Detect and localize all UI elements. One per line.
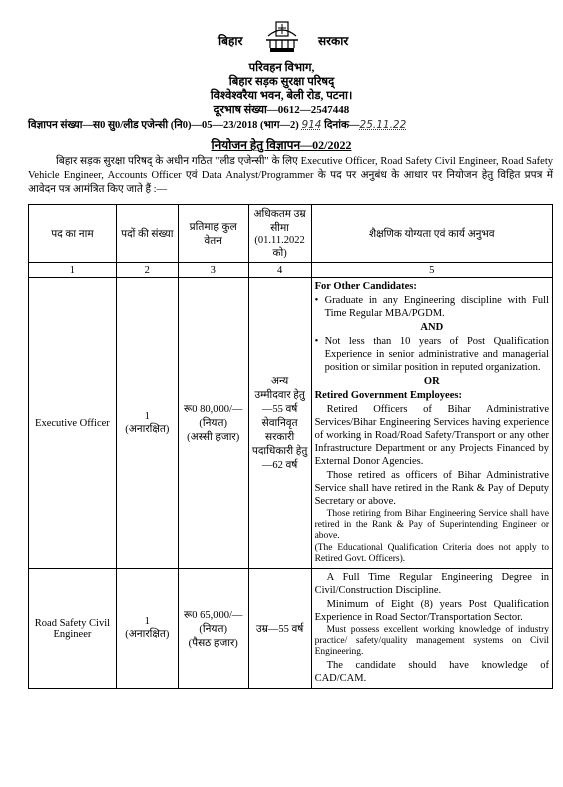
qual-bullet: • Not less than 10 years of Post Qualification Experience in senior administrative and managerial position or similar position in reputed organization. xyxy=(315,335,549,374)
phone-number: दूरभाष संख्या—0612—2547448 xyxy=(213,104,350,116)
post-count xyxy=(116,569,178,689)
post-count-note: (अनारक्षित) xyxy=(125,629,170,640)
adv-number: विज्ञापन संख्या—स0 सु0/लीड एजेन्सी (नि0)—05—23/2018 (भाग—2) xyxy=(28,120,299,131)
table-row xyxy=(29,278,553,569)
date-label: दिनांक— xyxy=(324,120,360,131)
qual-note: (The Educational Qualification Criteria does not apply to Retired Govt. Officers). xyxy=(314,543,549,564)
adv-number-handwritten: 914 xyxy=(301,119,322,131)
advertisement-title: नियोजन हेतु विज्ञापन—02/2022 xyxy=(211,138,352,152)
post-count xyxy=(116,278,178,569)
age-limit: उम्र—55 वर्ष xyxy=(248,569,311,689)
qual-paragraph: A Full Time Regular Engineering Degree in Civil/Construction Discipline. xyxy=(314,572,549,596)
salary-words: (अस्सी हजार) xyxy=(187,432,240,443)
qual-paragraph: The candidate should have knowledge of CAD/CAM. xyxy=(314,660,549,684)
qual-and: AND xyxy=(420,322,444,333)
vacancy-table xyxy=(28,204,553,689)
salary-words: (पैसठ हजार) xyxy=(188,637,238,649)
qual-paragraph: Those retired as officers of Bihar Administrative Service shall have retired in the Rank & Pay of Deputy Secretary or above. xyxy=(314,470,549,507)
salary xyxy=(178,278,248,569)
qual-heading: For Other Candidates: xyxy=(314,281,417,292)
table-number-row xyxy=(29,263,553,278)
table-header-row xyxy=(29,205,553,263)
qualification xyxy=(311,278,552,569)
qual-paragraph: Retired Officers of Bihar Administrative Services/Bihar Engineering Services having experience of working in Road/Road Safety/Transport or any other Infrastructure Department or any Projects Financed by External Donor Agencies. xyxy=(314,404,549,467)
post-count-value: 1 xyxy=(144,616,150,627)
qual-or: OR xyxy=(423,376,440,387)
post-name: Executive Officer xyxy=(29,278,117,569)
header-post-name: पद का नाम xyxy=(29,205,117,263)
header-post-count: पदों की संख्या xyxy=(116,205,178,263)
salary-note: (नियत) xyxy=(199,418,227,429)
header-age-limit: अधिकतम उम्र सीमा (01.11.2022 को) xyxy=(248,205,311,263)
address: विश्वेश्वरैया भवन, बेली रोड, पटना। xyxy=(210,90,353,102)
header-qualification: शैक्षणिक योग्यता एवं कार्य अनुभव xyxy=(311,205,552,263)
intro-text: बिहार सड़क सुरक्षा परिषद् के अधीन गठित "लीड एजेन्सी" के लिए Executive Officer, Road Safety Civil Engineer, Road Safety Vehicle Engineer, Accounts Officer एवं Data Analyst/Programmer के पद पर अनुबंध के आधार पर नियोजन हेतु विहित प्रपत्र में आवेदन पत्र आमंत्रित किए जाते हैं :— xyxy=(28,156,553,195)
qual-bullet: • Graduate in any Engineering discipline with Full Time Regular MBA/PGDM. xyxy=(315,294,549,320)
header-top xyxy=(0,20,563,56)
qual-heading: Retired Government Employees: xyxy=(314,390,462,401)
intro-paragraph xyxy=(28,155,553,197)
header-right: सरकार xyxy=(318,34,349,48)
post-name: Road Safety Civil Engineer xyxy=(29,569,117,689)
advertisement-number-line xyxy=(28,118,406,132)
post-count-value: 1 xyxy=(144,410,150,422)
qualification xyxy=(311,569,552,689)
col-number: 2 xyxy=(116,263,178,278)
date-handwritten: 25.11.22 xyxy=(359,119,407,131)
salary-note: (नियत) xyxy=(199,623,227,635)
salary-amount: रू0 80,000/— xyxy=(184,404,243,415)
qual-paragraph: Must possess excellent working knowledge of industry practice/ safety/quality management systems on Civil Engineering. xyxy=(314,625,549,657)
bihar-emblem-icon xyxy=(262,20,302,54)
department-name: परिवहन विभाग, xyxy=(248,62,315,74)
table-row xyxy=(29,569,553,689)
header-salary: प्रतिमाह कुल वेतन xyxy=(178,205,248,263)
col-number: 4 xyxy=(248,263,311,278)
salary-amount: रू0 65,000/— xyxy=(184,609,243,621)
col-number: 1 xyxy=(29,263,117,278)
age-limit: अन्य उम्मीदवार हेतु—55 वर्ष सेवानिवृत सरकारी पदाधिकारी हेतु—62 वर्ष xyxy=(248,278,311,569)
col-number: 3 xyxy=(178,263,248,278)
post-count-note: (अनारक्षित) xyxy=(125,423,170,435)
qual-paragraph: Minimum of Eight (8) years Post Qualification Experience in Road Sector/Transportation Sector. xyxy=(314,599,549,623)
header-left: बिहार xyxy=(218,34,243,48)
qual-paragraph: Those retiring from Bihar Engineering Service shall have retired in the Rank & Pay of Superintending Engineer or above. xyxy=(314,509,549,541)
council-name: बिहार सड़क सुरक्षा परिषद् xyxy=(228,76,335,88)
salary xyxy=(178,569,248,689)
col-number: 5 xyxy=(311,263,552,278)
